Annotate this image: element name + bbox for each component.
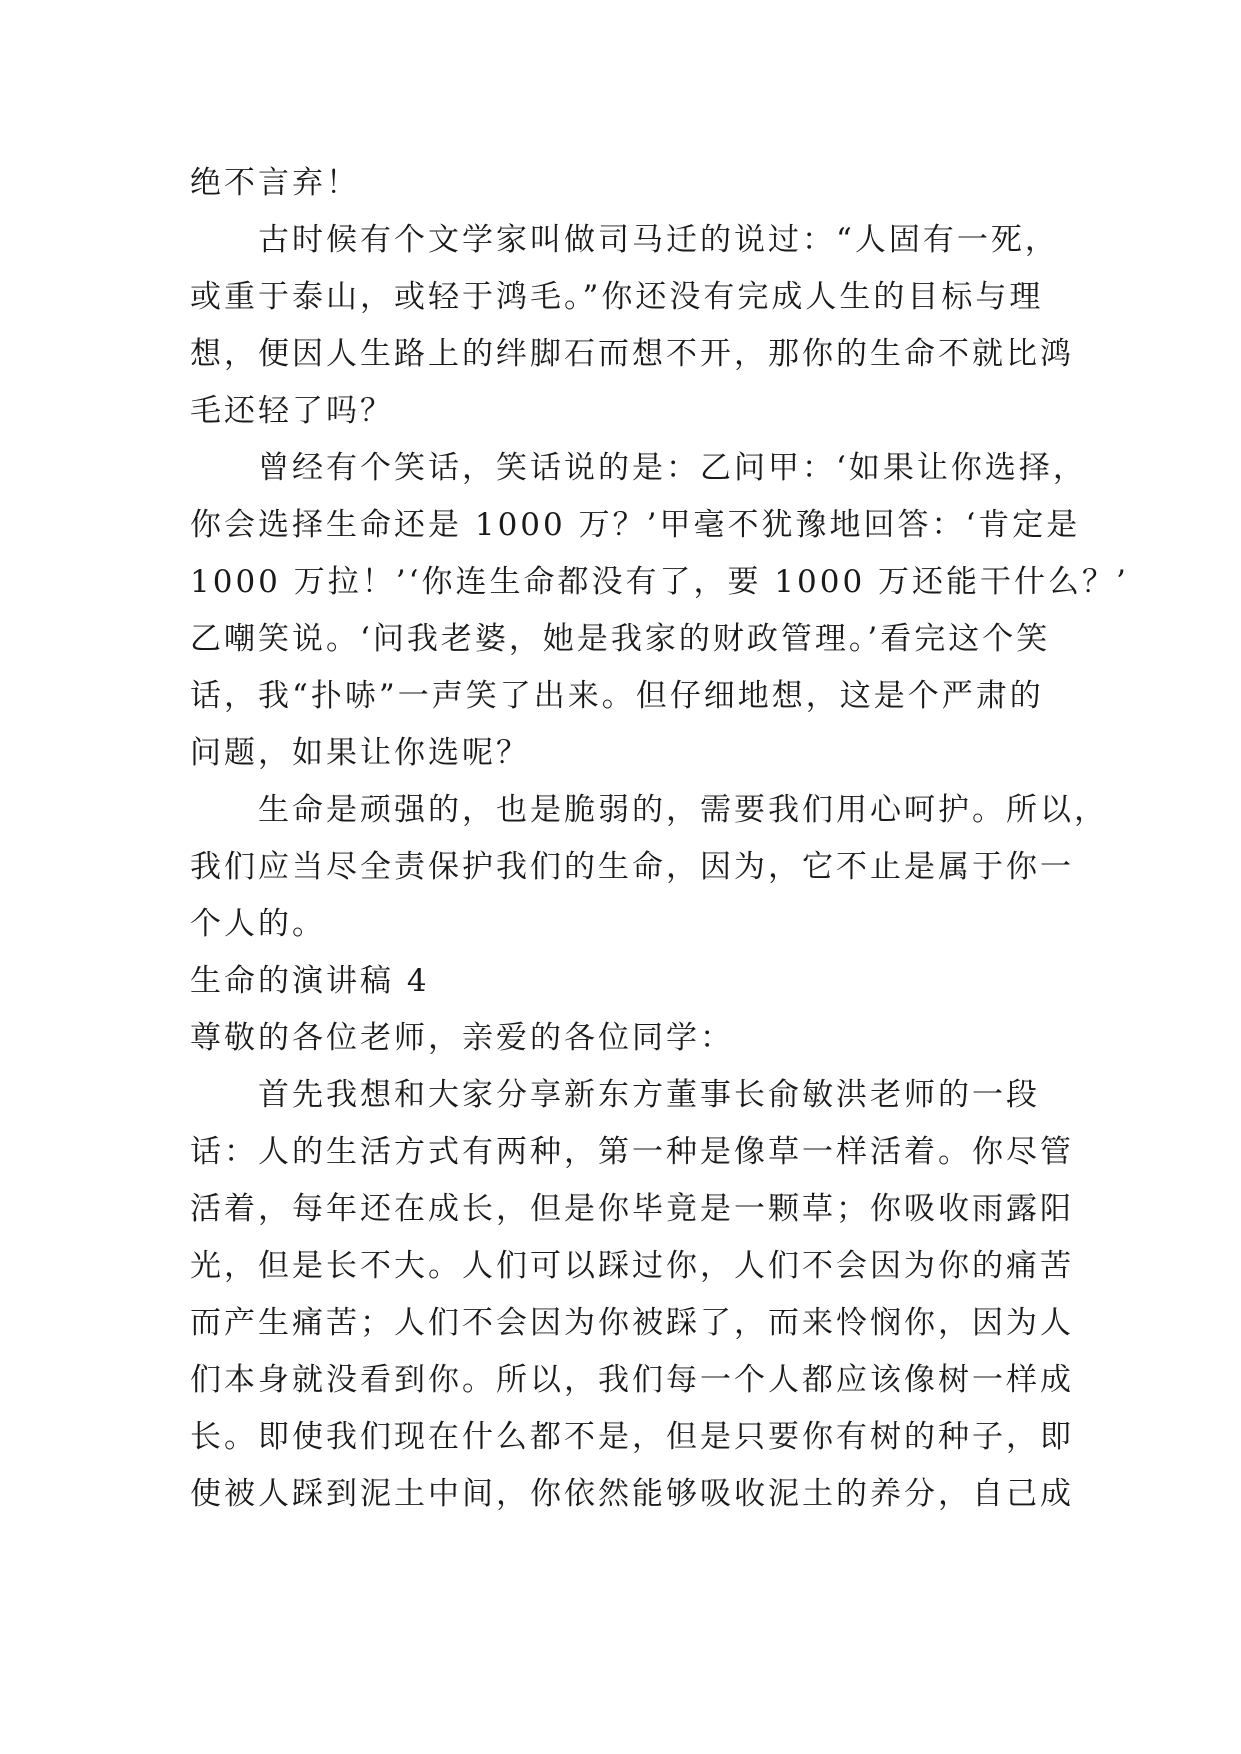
text-line: 你会选择生命还是 1000 万？’甲毫不犹豫地回答：‘肯定是 (190, 507, 1081, 543)
text-line: 或重于泰山，或轻于鸿毛。”你还没有完成人生的目标与理 (190, 279, 1044, 315)
paragraph-first-line: 曾经有个笑话，笑话说的是：乙问甲：‘如果让你选择， (258, 450, 1087, 486)
text-line: 而产生痛苦；人们不会因为你被踩了，而来怜悯你，因为人 (190, 1305, 1074, 1341)
text-line: 长。即使我们现在什么都不是，但是只要你有树的种子，即 (190, 1419, 1074, 1455)
paragraph-first-line: 首先我想和大家分享新东方董事长俞敏洪老师的一段 (258, 1077, 1040, 1113)
text-line: 个人的。 (190, 906, 326, 942)
text-line: 1000 万拉！’‘你连生命都没有了，要 1000 万还能干什么？’ (190, 564, 1129, 600)
text-line: 们本身就没看到你。所以，我们每一个人都应该像树一样成 (190, 1362, 1074, 1398)
text-line: 想，便因人生路上的绊脚石而想不开，那你的生命不就比鸿 (190, 336, 1074, 372)
text-line: 光，但是长不大。人们可以踩过你，人们不会因为你的痛苦 (190, 1248, 1074, 1284)
text-line: 话：人的生活方式有两种，第一种是像草一样活着。你尽管 (190, 1134, 1074, 1170)
salutation: 尊敬的各位老师，亲爱的各位同学： (190, 1020, 734, 1056)
text-line: 乙嘲笑说。‘问我老婆，她是我家的财政管理。’看完这个笑 (190, 621, 1051, 657)
text-line: 活着，每年还在成长，但是你毕竟是一颗草；你吸收雨露阳 (190, 1191, 1074, 1227)
paragraph-first-line: 古时候有个文学家叫做司马迁的说过：“人固有一死， (258, 222, 1059, 258)
section-heading: 生命的演讲稿 4 (190, 963, 430, 999)
text-line: 毛还轻了吗？ (190, 393, 394, 429)
text-line: 我们应当尽全责保护我们的生命，因为，它不止是属于你一 (190, 849, 1074, 885)
text-line: 绝不言弃！ (190, 165, 360, 201)
text-line: 问题，如果让你选呢？ (190, 735, 530, 771)
text-line: 话，我“扑哧”一声笑了出来。但仔细地想，这是个严肃的 (190, 678, 1044, 714)
text-line: 使被人踩到泥土中间，你依然能够吸收泥土的养分，自己成 (190, 1476, 1074, 1512)
paragraph-first-line: 生命是顽强的，也是脆弱的，需要我们用心呵护。所以， (258, 792, 1108, 828)
